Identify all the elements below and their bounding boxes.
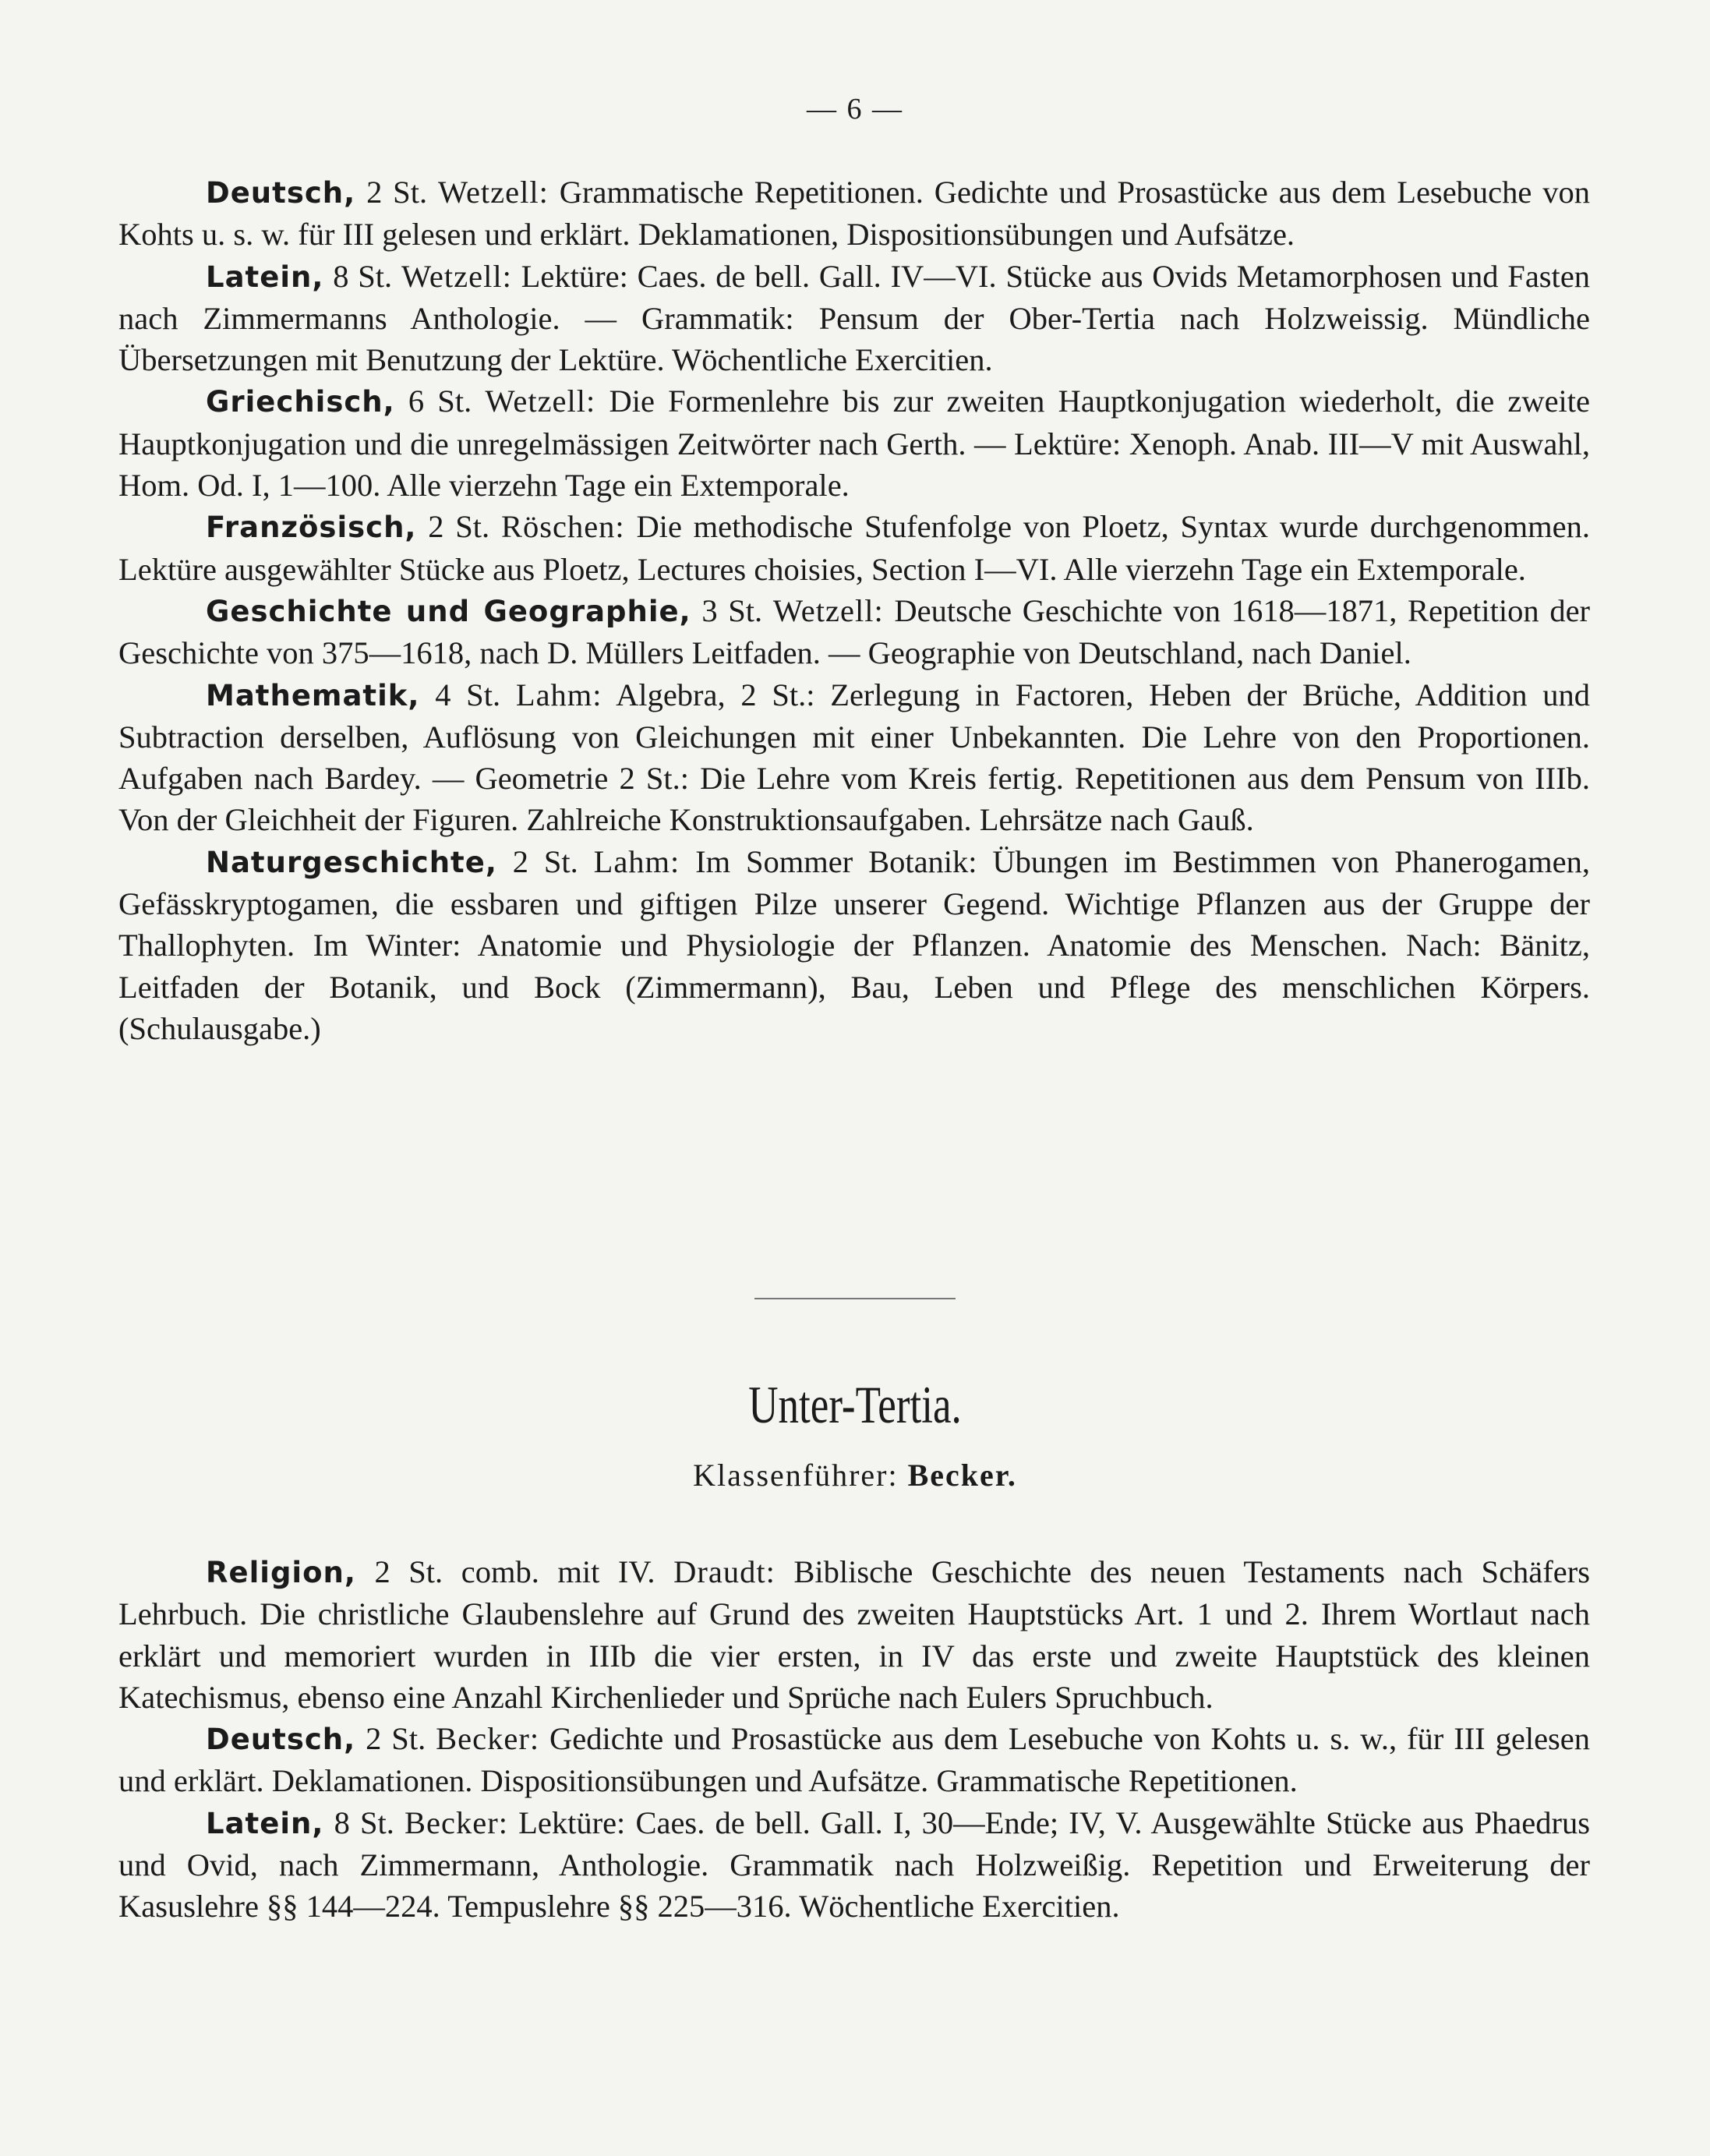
subject-heading: Französisch, [206, 511, 417, 545]
course-entry [118, 506, 1590, 590]
hours: 2 St. [366, 1721, 426, 1757]
section-divider [754, 1298, 956, 1299]
teacher-name: Wetzell: [401, 258, 512, 294]
subject-heading: Latein, [206, 260, 324, 294]
subject-heading: Latein, [206, 1806, 324, 1840]
class-leader-label: Klassenführer: [693, 1458, 899, 1493]
course-description: Deutsche Geschichte von 1618—1871, Repetition der Geschichte von 375—1618, nach D. Müllers Leitfaden. — Geographie von Deutschland, nach Daniel. [118, 592, 1591, 671]
course-entry [118, 380, 1590, 506]
course-description: Die Formenlehre bis zur zweiten Hauptkonjugation wiederholt, die zweite Hauptkonjugation und die unregelmässigen Zeitwörter nach Gerth. — Lektüre: Xenoph. Anab. III—V mit Auswahl, Hom. Od. I, 1—100. Alle vierzehn Tage ein Extemporale. [118, 383, 1591, 504]
course-entry [118, 674, 1590, 841]
upper-course-list [118, 171, 1590, 1049]
class-leader [0, 1456, 1710, 1495]
teacher-name: Draudt: [673, 1554, 776, 1589]
subject-heading: Griechisch, [206, 385, 395, 419]
subject-heading: Naturgeschichte, [206, 845, 497, 879]
hours: 8 St. [334, 1804, 394, 1840]
course-entry [118, 1718, 1590, 1802]
lower-course-list [118, 1551, 1590, 1928]
hours: 2 St. [512, 843, 578, 879]
teacher-name: Becker: [405, 1804, 508, 1840]
teacher-name: Becker: [436, 1721, 540, 1757]
course-description: Die methodische Stufenfolge von Ploetz, Syntax wurde durchgenommen. Lektüre ausgewählter Stücke aus Ploetz, Lectures choisies, Section I—VI. Alle vierzehn Tage ein Extemporale. [118, 509, 1591, 587]
teacher-name: Wetzell: [437, 175, 549, 210]
course-entry [118, 171, 1590, 256]
subject-heading: Religion, [206, 1556, 356, 1589]
subject-heading: Deutsch, [206, 176, 356, 210]
hours: 2 St. [366, 175, 428, 210]
class-leader-name: Becker. [907, 1458, 1017, 1493]
hours: 8 St. [333, 258, 393, 294]
teacher-name: Röschen: [500, 509, 625, 545]
course-description: Lektüre: Caes. de bell. Gall. IV—VI. Stücke aus Ovids Metamorphosen und Fasten nach Zimmermanns Anthologie. — Grammatik: Pensum der Ober-Tertia nach Holzweissig. Mündliche Übersetzungen mit Benutzung der Lektüre. Wöchentliche Exercitien. [118, 258, 1591, 378]
section-title: Unter-Tertia. [748, 1375, 962, 1434]
subject-heading: Deutsch, [206, 1723, 356, 1757]
course-entry [118, 1551, 1590, 1718]
subject-heading: Mathematik, [206, 678, 420, 712]
hours: 4 St. [435, 677, 501, 712]
subject-heading: Geschichte und Geographie, [206, 594, 691, 628]
teacher-name: Wetzell: [485, 383, 596, 419]
course-description: Gedichte und Prosastücke aus dem Lesebuche von Kohts u. s. w., für III gelesen und erklärt. Deklamationen. Dispositionsübungen und Aufsätze. Grammatische Repetitionen. [118, 1721, 1591, 1799]
hours: 3 St. [701, 592, 763, 628]
course-description: Biblische Geschichte des neuen Testaments nach Schäfers Lehrbuch. Die christliche Glaubenslehre auf Grund des zweiten Hauptstücks Art. 1 und 2. Ihrem Wortlaut nach erklärt und memoriert wurden in IIIb die vier ersten, in IV das erste und zweite Hauptstück des kleinen Katechismus, ebenso eine Anzahl Kirchenlieder und Sprüche nach Eulers Spruchbuch. [118, 1554, 1590, 1715]
course-description: Algebra, 2 St.: Zerlegung in Factoren, Heben der Brüche, Addition und Subtraction derselben, Auflösung von Gleichungen mit einer Unbekannten. Die Lehre von den Proportionen. Aufgaben nach Bardey. — Geometrie 2 St.: Die Lehre vom Kreis fertig. Repetitionen aus dem Pensum von IIIb. Von der Gleichheit der Figuren. Zahlreiche Konstruktionsaufgaben. Lehrsätze nach Gauß. [118, 677, 1591, 838]
course-entry [118, 841, 1590, 1049]
course-description: Im Sommer Botanik: Übungen im Bestimmen von Phanerogamen, Gefässkryptogamen, die essbaren und giftigen Pilze unserer Gegend. Wichtige Pflanzen aus der Gruppe der Thallophyten. Im Winter: Anatomie und Physiologie der Pflanzen. Anatomie des Menschen. Nach: Bänitz, Leitfaden der Botanik, und Bock (Zimmermann), Bau, Leben und Pflege des menschlichen Körpers. (Schulausgabe.) [118, 843, 1591, 1046]
hours: 6 St. [408, 383, 472, 419]
course-entry [118, 590, 1590, 674]
teacher-name: Lahm: [515, 677, 602, 712]
teacher-name: Wetzell: [772, 592, 884, 628]
hours: 2 St. [428, 509, 490, 545]
course-description: Grammatische Repetitionen. Gedichte und Prosastücke aus dem Lesebuche von Kohts u. s. w. für III gelesen und erklärt. Deklamationen, Dispositionsübungen und Aufsätze. [118, 175, 1590, 253]
page-number: — 6 — [807, 93, 903, 125]
course-entry [118, 1802, 1590, 1928]
course-entry [118, 256, 1590, 381]
hours: 2 St. comb. mit IV. [374, 1554, 655, 1589]
course-description: Lektüre: Caes. de bell. Gall. I, 30—Ende; IV, V. Ausgewählte Stücke aus Phaedrus und Ovid, nach Zimmermann, Anthologie. Grammatik nach Holzweißig. Repetition und Erweiterung der Kasuslehre §§ 144—224. Tempuslehre §§ 225—316. Wöchentliche Exercitien. [118, 1804, 1590, 1924]
teacher-name: Lahm: [593, 843, 680, 879]
